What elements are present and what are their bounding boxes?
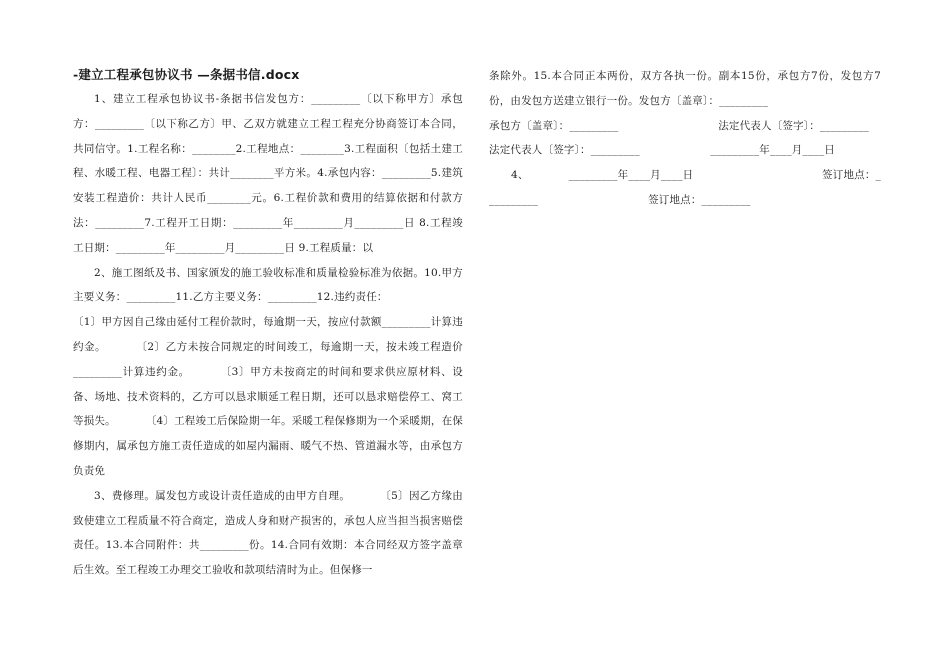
signing-place-2: 签订地点：_________ (648, 193, 751, 206)
signature-date-2: _________年____月____日 (568, 169, 694, 182)
signature-row-1 (489, 114, 881, 139)
clause-5: 〔5〕因乙方缘由致使建立工程质量不符合商定，造成人身和财产损害的，承包人应当担当损害赔偿责任。13.本合同附件：共_________份。14.合同有效期：本合同经双方签字盖章后生效。至工程竣工办理交工验收和款项结清时为止。但保修一 (73, 489, 463, 577)
document-title: -建立工程承包协议书 —条据书信.docx (73, 67, 300, 82)
paragraph-3 (73, 310, 463, 484)
contractor-seal: 承包方〔盖章〕：_________ (489, 119, 619, 132)
signature-row-3 (489, 163, 881, 188)
signing-place-1-blank: _________ (489, 193, 539, 206)
legal-rep-signature-1: 法定代表人〔签字〕：_________ (718, 119, 869, 132)
signature-date-1: _________年____月____日 (710, 144, 835, 157)
paragraph-1: 1、建立工程承包协议书-条据书信发包方：_________〔以下称甲方〕承包方：_________〔以下称乙方〕甲、乙双方就建立工程工程充分协商签订本合同，共同信守。1.工程名称：________2.工程地点：________3.工程面积〔包括土建工程、水暖工程、电器工程〕：共计________平方米。4.承包内容：_________5.建筑安装工程造价：共计人民币________元。6.工程价款和费用的结算依据和付款方法：_________7.工程开工日期：_________年_________月_________日 8.工程竣工日期：_________年_________月_________日 9.工程质量：以 (73, 93, 463, 254)
clause-2: 〔2〕乙方未按合同规定的时间竣工，每逾期一天，按未竣工程造价_________计算违约金。 (73, 340, 463, 378)
legal-rep-signature-2: 法定代表人〔签字〕：_________ (489, 144, 640, 157)
left-column (73, 64, 463, 583)
clause-1: 〔1〕甲方因自己缘由延付工程价款时，每逾期一天，按应付款额_________计算违约金。 (73, 316, 463, 353)
section-4-label: 4、 (511, 169, 529, 182)
paragraph-4 (73, 484, 463, 583)
clause-repair: 3、费修理。属发包方或设计责任造成的由甲方自理。 (94, 489, 351, 502)
signature-row-4 (489, 188, 881, 213)
clause-3: 〔3〕甲方未按商定的时间和要求供应原材料、设备、场地、技术资料的，乙方可以恳求顺延工程日期，还可以恳求赔偿停工、窝工等损失。 (73, 365, 463, 428)
clause-4: 〔4〕工程竣工后保险期一年。采暖工程保修期为一个采暖期，在保修期内，属承包方施工责任造成的如屋内漏雨、暖气不热、管道漏水等，由承包方负责免 (73, 415, 463, 477)
right-column (489, 64, 881, 213)
signing-place-1: 签订地点：_ (822, 169, 881, 182)
right-paragraph-1: 条除外。15.本合同正本两份，双方各执一份。副本15份，承包方7份，发包方7份，由发包方送建立银行一份。发包方〔盖章〕：_________ (489, 70, 881, 107)
signature-row-2 (489, 138, 881, 163)
paragraph-2: 2、施工图纸及书、国家颁发的施工验收标准和质量检验标准为依据。10.甲方主要义务：_________11.乙方主要义务：_________12.违约责任： (73, 266, 463, 304)
